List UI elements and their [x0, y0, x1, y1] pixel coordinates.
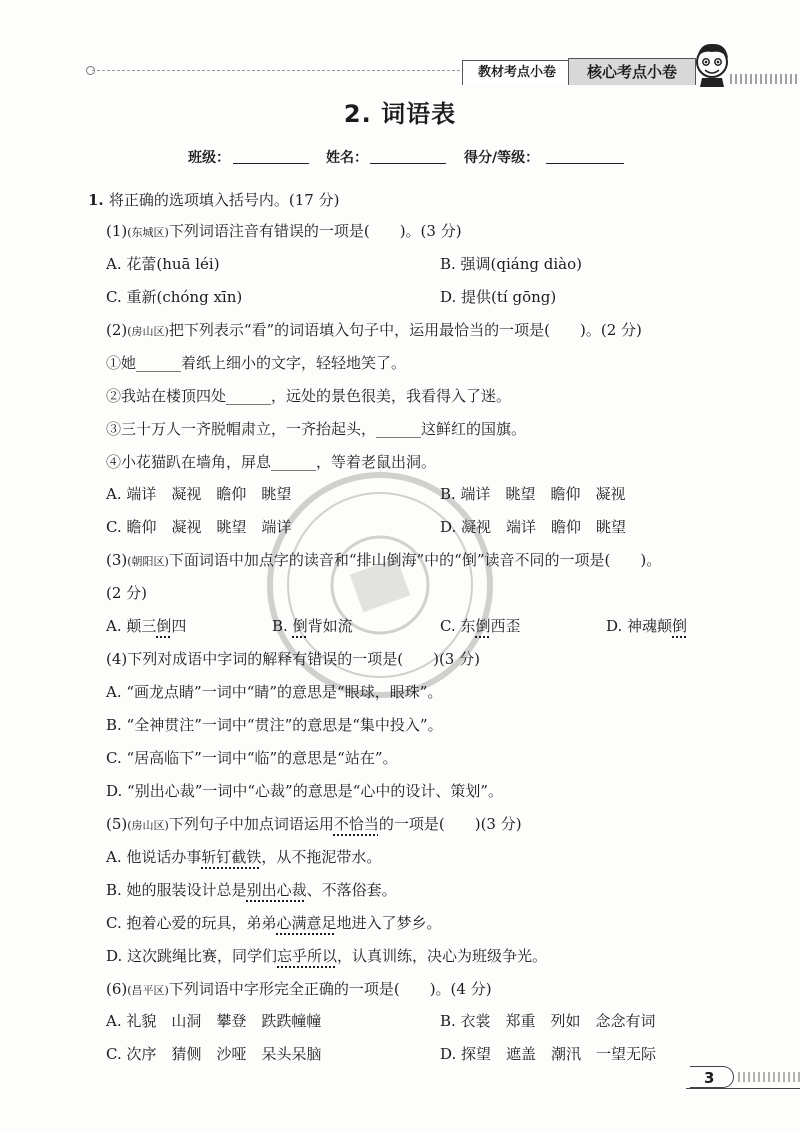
score-label: 得分/等级：: [464, 150, 540, 166]
name-field[interactable]: [370, 163, 446, 164]
q1-6-district: (昌平区): [127, 984, 169, 997]
name-label: 姓名：: [326, 150, 368, 166]
header-stripes: [730, 74, 800, 84]
q1-5-c-tail: 地进入了梦乡。: [336, 914, 442, 932]
q1-2-text: 把下列表示“看”的词语填入句子中，运用最恰当的一项是( )。(2 分): [168, 321, 642, 339]
q1-3-district: (朝阳区): [127, 555, 169, 568]
q1-3-option-d[interactable]: [606, 616, 687, 636]
page-title: 2. 词语表: [343, 100, 457, 128]
q1-5-d-text: D. 这次跳绳比赛，同学们: [106, 947, 278, 965]
q1-3-option-b[interactable]: [272, 616, 353, 636]
q1-4-option-b[interactable]: B. “全神贯注”一词中“贯注”的意思是“集中投入”。: [106, 716, 443, 734]
q1-3-b-text: B.: [272, 617, 293, 635]
header-dashed-rule: [92, 70, 460, 71]
q1-4-stem: (4)下列对成语中字词的解释有错误的一项是( )(3 分): [106, 650, 480, 668]
q1-5-a-text: A. 他说话办事: [106, 848, 202, 866]
q1-5-tail: 的一项是( )(3 分): [378, 815, 522, 833]
q1-5-c-dotted: 心满意足: [276, 914, 337, 932]
q1-5-option-d[interactable]: [106, 946, 547, 966]
q1-3-d-text: D. 神魂颠: [606, 617, 673, 635]
q1-1-district: (东城区): [127, 226, 169, 239]
q1-heading: [88, 190, 339, 210]
q1-4-option-d[interactable]: D. “别出心裁”一词中“心裁”的意思是“心中的设计、策划”。: [106, 782, 504, 800]
q1-5-stem: [106, 814, 522, 836]
q1-2-sentence-1: ①她______着纸上细小的文字，轻轻地笑了。: [106, 354, 407, 372]
q1-5-a-dotted: 斩钉截铁: [201, 848, 262, 866]
q1-2-option-a[interactable]: A. 端详 凝视 瞻仰 眺望: [106, 485, 292, 503]
q1-5-number: (5): [106, 815, 128, 833]
score-field[interactable]: [546, 163, 624, 164]
q1-5-b-tail: 、不落俗套。: [306, 881, 397, 899]
header-tab-textbook: 教材考点小卷: [462, 60, 572, 85]
footer-rule: [686, 1088, 800, 1089]
q1-1-option-d[interactable]: D. 提供(tí gōng): [440, 288, 557, 306]
q1-5-option-b[interactable]: [106, 880, 397, 900]
q1-3-a-tail: 四: [171, 617, 187, 635]
q1-5-b-text: B. 她的服装设计总是: [106, 881, 247, 899]
q1-3-text: 下面词语中加点字的读音和“排山倒海”中的“倒”读音不同的一项是( )。: [168, 551, 662, 569]
q1-3-score: (2 分): [106, 584, 148, 602]
q1-3-c-dotted: 倒: [475, 617, 491, 635]
q1-3-c-tail: 西歪: [490, 617, 521, 635]
q1-5-option-a[interactable]: [106, 847, 381, 867]
q1-2-number: (2): [106, 321, 128, 339]
q1-5-b-dotted: 别出心裁: [246, 881, 307, 899]
q1-2-option-b[interactable]: B. 端详 眺望 瞻仰 凝视: [440, 485, 626, 503]
q1-1-text: 下列词语注音有错误的一项是( )。(3 分): [168, 222, 462, 240]
q1-4-option-a[interactable]: A. “画龙点睛”一词中“睛”的意思是“眼球，眼珠”。: [106, 683, 443, 701]
q1-3-option-a[interactable]: [106, 616, 186, 636]
q1-3-b-tail: 背如流: [307, 617, 353, 635]
q1-5-dotted: 不恰当: [333, 815, 379, 833]
q1-5-a-tail: ，从不拖泥带水。: [261, 848, 382, 866]
q1-2-option-d[interactable]: D. 凝视 端详 瞻仰 眺望: [440, 518, 627, 536]
q1-3-b-dotted: 倒: [292, 617, 308, 635]
q1-5-d-dotted: 忘乎所以: [277, 947, 338, 965]
q1-2-option-c[interactable]: C. 瞻仰 凝视 眺望 端详: [106, 518, 292, 536]
q1-3-option-c[interactable]: [440, 616, 521, 636]
q1-3-number: (3): [106, 551, 128, 569]
q1-6-text: 下列词语中字形完全正确的一项是( )。(4 分): [168, 980, 492, 998]
q1-5-text: 下列句子中加点词语运用: [168, 815, 334, 833]
class-field[interactable]: [233, 163, 309, 164]
q1-5-district: (房山区): [127, 819, 169, 832]
q1-3-a-text: A. 颠三: [106, 617, 157, 635]
q1-6-option-a[interactable]: A. 礼貌 山洞 攀登 跌跌幢幢: [106, 1012, 322, 1030]
q1-6-number: (6): [106, 980, 128, 998]
q1-6-stem: [106, 979, 492, 1001]
q1-3-a-dotted: 倒: [156, 617, 172, 635]
q1-1-option-c[interactable]: C. 重新(chóng xīn): [106, 288, 243, 306]
q1-2-sentence-2: ②我站在楼顶四处______，远处的景色很美，我看得入了迷。: [106, 387, 512, 405]
q1-3-c-text: C. 东: [440, 617, 476, 635]
q1-2-district: (房山区): [127, 325, 169, 338]
q1-5-d-tail: ，认真训练，决心为班级争光。: [337, 947, 548, 965]
q1-6-option-b[interactable]: B. 衣裳 郑重 列如 念念有词: [440, 1012, 656, 1030]
header-tab-core: 核心考点小卷: [568, 58, 696, 85]
q1-6-option-c[interactable]: C. 次序 猜侧 沙哑 呆头呆脑: [106, 1045, 322, 1063]
q1-5-c-text: C. 抱着心爱的玩具，弟弟: [106, 914, 277, 932]
q1-2-sentence-4: ④小花猫趴在墙角，屏息______，等着老鼠出洞。: [106, 453, 437, 471]
q1-1-option-b[interactable]: B. 强调(qiáng diào): [440, 255, 583, 273]
q1-4-option-c[interactable]: C. “居高临下”一词中“临”的意思是“站在”。: [106, 749, 398, 767]
page-number: 3: [690, 1066, 734, 1088]
q1-5-option-c[interactable]: [106, 913, 442, 933]
q1-1-number: (1): [106, 222, 128, 240]
footer-stripes: [738, 1072, 800, 1082]
q1-6-option-d[interactable]: D. 探望 遮盖 潮汛 一望无际: [440, 1045, 657, 1063]
mascot-icon: [690, 40, 734, 88]
q1-number: 1.: [88, 191, 104, 209]
q1-3-d-dotted: 倒: [672, 617, 688, 635]
q1-1-stem: [106, 221, 462, 243]
q1-2-sentence-3: ③三十万人一齐脱帽肃立，一齐抬起头，______这鲜红的国旗。: [106, 420, 527, 438]
q1-3-stem: [106, 550, 661, 572]
q1-1-option-a[interactable]: A. 花蕾(huā léi): [106, 255, 220, 273]
q1-text: 将正确的选项填入括号内。(17 分): [108, 191, 340, 209]
q1-2-stem: [106, 320, 642, 342]
class-label: 班级：: [188, 150, 230, 166]
